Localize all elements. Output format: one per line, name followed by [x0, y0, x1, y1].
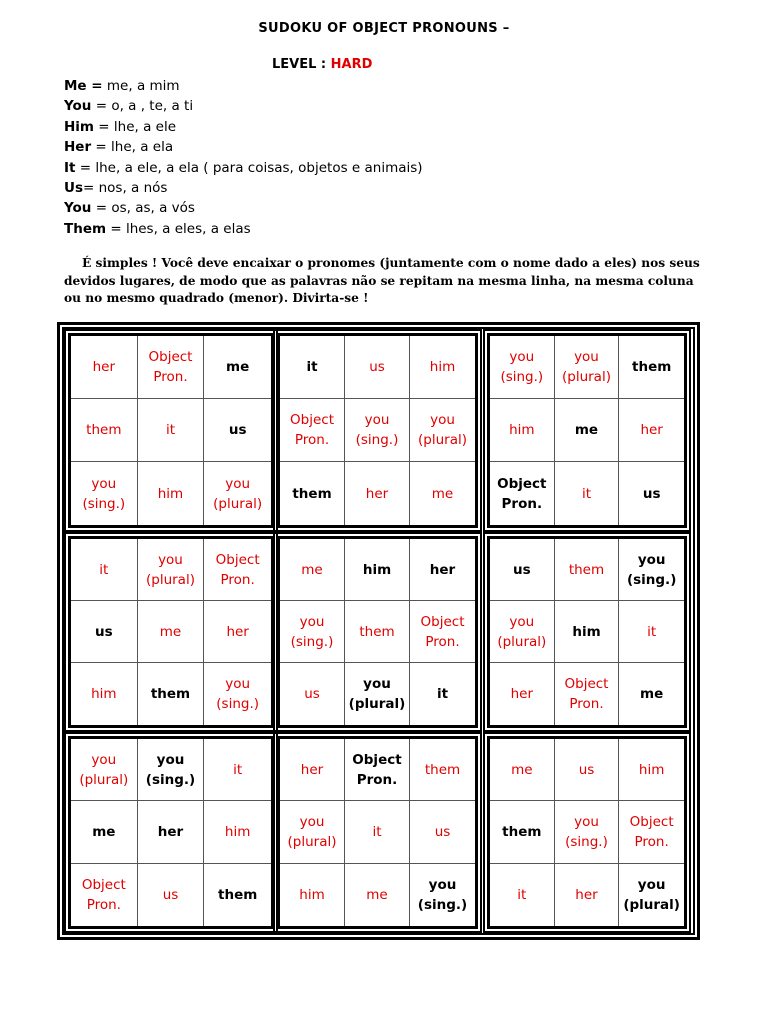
sudoku-cell-text: you (sing.) [500, 349, 544, 385]
sudoku-cell [345, 539, 410, 601]
sudoku-cell [138, 462, 205, 525]
sudoku-cell-text: Object Pron. [148, 349, 193, 385]
sudoku-cell-text: Object Pron. [81, 876, 126, 913]
sudoku-cell-text: you (plural) [623, 876, 680, 913]
sudoku-cell-text: me [159, 623, 182, 640]
sudoku-cell [490, 462, 555, 525]
sudoku-cell-text: her [157, 823, 184, 840]
sudoku-cell [345, 739, 410, 801]
sudoku-cell [204, 462, 271, 525]
sudoku-cell-text: them [632, 359, 672, 375]
sudoku-cell-text: him [362, 561, 392, 578]
sudoku-cell-text: them [86, 422, 122, 438]
sudoku-cell [410, 864, 475, 926]
sudoku-cell-text: it [436, 686, 449, 702]
definition-meaning: = o, a , te, a ti [91, 98, 194, 115]
level-value: HARD [330, 57, 373, 72]
sudoku-cell-text: them [218, 886, 258, 903]
sudoku-cell [410, 801, 475, 863]
sudoku-cell-text: her [575, 886, 598, 903]
sudoku-cell-text: you (sing.) [417, 876, 468, 913]
sudoku-cell-text: them [568, 561, 605, 578]
sudoku-cell [490, 801, 555, 863]
definition-meaning: = lhe, a ele [94, 118, 177, 135]
sudoku-cell [204, 663, 271, 725]
instructions-paragraph [64, 255, 704, 308]
sudoku-cell-text: it [233, 761, 243, 778]
sudoku-cell [280, 801, 345, 863]
sudoku-cell-text: you (plural) [213, 475, 263, 512]
sudoku-cell [345, 399, 410, 462]
sudoku-cell [280, 663, 345, 725]
sudoku-cell-text: Object Pron. [497, 475, 547, 512]
sudoku-cell [71, 399, 138, 462]
sudoku-cell [619, 739, 684, 801]
sudoku-cell [345, 336, 410, 399]
sudoku-cell-text: me [511, 761, 533, 778]
level-label: LEVEL : [272, 57, 327, 72]
sudoku-cell-text: you (plural) [348, 676, 406, 712]
sudoku-cell [280, 539, 345, 601]
sudoku-cell [619, 336, 684, 399]
definition-term: It [64, 159, 76, 176]
sudoku-cell-text: her [92, 359, 116, 375]
sudoku-cell-text: us [369, 359, 385, 375]
sudoku-cell-text: you (sing.) [355, 412, 399, 448]
sudoku-cell [345, 601, 410, 663]
sudoku-cell [619, 864, 684, 926]
sudoku-cell-text: me [366, 886, 388, 903]
sudoku-cell [490, 864, 555, 926]
sudoku-cell-text: them [502, 823, 542, 840]
sudoku-cell [280, 399, 345, 462]
sudoku-cell [490, 336, 555, 399]
sudoku-cell [410, 336, 475, 399]
sudoku-cell [345, 801, 410, 863]
sudoku-cell [280, 864, 345, 926]
sudoku-cell [619, 601, 684, 663]
sudoku-cell [138, 539, 205, 601]
sudoku-cell-text: Object Pron. [290, 412, 334, 448]
sudoku-cell-text: you (sing.) [216, 676, 260, 712]
sudoku-cell-text: it [372, 823, 382, 840]
sudoku-cell-text: me [574, 422, 599, 438]
sudoku-cell-text: Object Pron. [420, 613, 465, 650]
sudoku-cell-text: them [424, 761, 461, 778]
sudoku-cell-text: me [301, 561, 323, 578]
sudoku-cell [71, 336, 138, 399]
sudoku-cell [138, 601, 205, 663]
pronoun-definitions [64, 76, 423, 239]
definition-term: Her [64, 139, 92, 156]
sudoku-cell-text: you (plural) [497, 613, 547, 650]
definition-term: You [64, 200, 92, 217]
sudoku-cell [204, 399, 271, 462]
definition-meaning: = lhes, a eles, a elas [106, 220, 251, 237]
level-line [272, 57, 372, 72]
sudoku-cell [555, 462, 620, 525]
sudoku-cell [619, 663, 684, 725]
sudoku-cell-text: us [304, 686, 320, 702]
sudoku-cell [410, 539, 475, 601]
sudoku-cell [345, 462, 410, 525]
sudoku-cell [138, 801, 205, 863]
definition-meaning: me, a mim [102, 78, 180, 94]
page-title: SUDOKU OF OBJECT PRONOUNS – [258, 21, 510, 36]
sudoku-cell [345, 663, 410, 725]
sudoku-cell-text: us [95, 623, 113, 640]
sudoku-cell-text: you (sing.) [626, 551, 677, 588]
sudoku-cell-text: you (plural) [418, 412, 467, 448]
sudoku-cell [619, 801, 684, 863]
sudoku-cell [280, 336, 345, 399]
sudoku-cell [490, 601, 555, 663]
sudoku-cell [555, 399, 620, 462]
sudoku-cell [204, 539, 271, 601]
sudoku-cell [555, 336, 620, 399]
definition-term: Me = [64, 78, 103, 94]
definition-row [64, 219, 423, 239]
sudoku-cell-text: Object Pron. [352, 751, 402, 788]
sudoku-cell-text: her [365, 485, 389, 502]
sudoku-cell-text: you (plural) [287, 813, 337, 850]
sudoku-cell-text: her [429, 561, 456, 578]
definition-row [64, 158, 423, 178]
sudoku-cell-text: him [429, 359, 456, 375]
definition-meaning: = lhe, a ela [91, 139, 174, 156]
sudoku-cell-text: you (plural) [145, 551, 195, 588]
sudoku-cell [138, 864, 205, 926]
sudoku-cell-text: Object Pron. [564, 676, 609, 712]
sudoku-cell-text: him [157, 485, 184, 502]
sudoku-cell-text: Object Pron. [215, 551, 260, 588]
definition-row [64, 96, 423, 116]
sudoku-cell [410, 601, 475, 663]
sudoku-cell-text: us [162, 886, 179, 903]
sudoku-cell-text: him [299, 886, 325, 903]
sudoku-cell [619, 399, 684, 462]
definition-meaning: = nos, a nós [83, 180, 168, 197]
sudoku-cell [555, 663, 620, 725]
sudoku-cell [555, 739, 620, 801]
sudoku-cell [490, 539, 555, 601]
sudoku-cell [71, 739, 138, 801]
sudoku-cell [280, 462, 345, 525]
sudoku-cell [555, 601, 620, 663]
sudoku-cell-text: him [91, 686, 117, 702]
sudoku-cell-text: us [578, 761, 595, 778]
sudoku-cell [71, 462, 138, 525]
sudoku-cell [555, 539, 620, 601]
sudoku-cell [619, 539, 684, 601]
sudoku-cell-text: her [640, 422, 663, 438]
sudoku-cell-text: us [642, 485, 661, 502]
sudoku-cell [204, 739, 271, 801]
sudoku-cell-text: it [647, 623, 657, 640]
sudoku-cell [138, 336, 205, 399]
sudoku-cell [204, 864, 271, 926]
sudoku-cell-text: me [226, 359, 250, 375]
sudoku-cell [555, 864, 620, 926]
sudoku-cell-text: it [165, 422, 175, 438]
sudoku-cell [71, 601, 138, 663]
definition-term: Us [64, 180, 83, 197]
sudoku-cell-text: us [434, 823, 451, 840]
sudoku-cell-text: you (sing.) [145, 751, 196, 788]
sudoku-cell-text: you (plural) [561, 349, 611, 385]
sudoku-cell-text: her [510, 686, 534, 702]
sudoku-cell-text: us [513, 561, 531, 578]
sudoku-cell [280, 601, 345, 663]
sudoku-cell [555, 801, 620, 863]
sudoku-cell-text: them [292, 485, 332, 502]
sudoku-cell [71, 864, 138, 926]
sudoku-cell [138, 663, 205, 725]
definition-row [64, 178, 423, 198]
sudoku-cell-text: it [99, 561, 109, 578]
sudoku-cell [71, 539, 138, 601]
sudoku-cell-text: him [572, 623, 601, 640]
definition-row [64, 117, 423, 137]
sudoku-cell-text: me [92, 823, 116, 840]
sudoku-cell-text: us [228, 422, 247, 438]
sudoku-cell [280, 739, 345, 801]
sudoku-cell-text: me [640, 686, 664, 702]
sudoku-cell-text: him [224, 823, 251, 840]
sudoku-cell [204, 601, 271, 663]
definition-meaning: = lhe, a ele, a ela ( para coisas, objetos e animais) [75, 159, 423, 176]
sudoku-cell [410, 739, 475, 801]
sudoku-cell [490, 739, 555, 801]
sudoku-cell-text: you (sing.) [565, 813, 608, 850]
sudoku-cell [410, 663, 475, 725]
definition-term: Him [64, 118, 94, 135]
definition-row [64, 198, 423, 218]
sudoku-cell [71, 801, 138, 863]
sudoku-cell [619, 462, 684, 525]
sudoku-cell-text: her [226, 623, 249, 640]
sudoku-cell [204, 801, 271, 863]
sudoku-cell [410, 462, 475, 525]
definition-meaning: = os, as, a vós [91, 200, 195, 217]
sudoku-cell-text: them [359, 623, 395, 640]
sudoku-cell-text: it [306, 359, 318, 375]
sudoku-cell-text: me [431, 485, 454, 502]
sudoku-cell [204, 336, 271, 399]
sudoku-cell [490, 663, 555, 725]
sudoku-cell-text: him [509, 422, 535, 438]
definition-row [64, 137, 423, 157]
sudoku-cell-text: it [517, 886, 527, 903]
instructions-text: É simples ! Você deve encaixar o pronomes (juntamente com o nome dado a eles) nos seus devidos lugares, de modo que as palavras não se repitam na mesma linha, na mesma coluna ou no mesmo quadrado (menor). Divirta-se ! [64, 256, 700, 305]
sudoku-cell [71, 663, 138, 725]
sudoku-cell-text: you (sing.) [290, 613, 334, 650]
definition-row [64, 76, 423, 96]
definition-term: You [64, 98, 92, 115]
sudoku-board [57, 322, 700, 940]
sudoku-cell-text: you (sing.) [82, 475, 126, 512]
sudoku-cell-text: you (plural) [79, 751, 129, 788]
definition-term: Them [64, 220, 107, 237]
sudoku-cell-text: Object Pron. [629, 813, 674, 850]
sudoku-cell-text: her [300, 761, 324, 778]
sudoku-cell [410, 399, 475, 462]
sudoku-cell [345, 864, 410, 926]
sudoku-cell-text: him [638, 761, 665, 778]
sudoku-cell [490, 399, 555, 462]
sudoku-cell [138, 399, 205, 462]
sudoku-cell-text: it [581, 485, 591, 502]
sudoku-cell [138, 739, 205, 801]
sudoku-cell-text: them [150, 686, 191, 702]
